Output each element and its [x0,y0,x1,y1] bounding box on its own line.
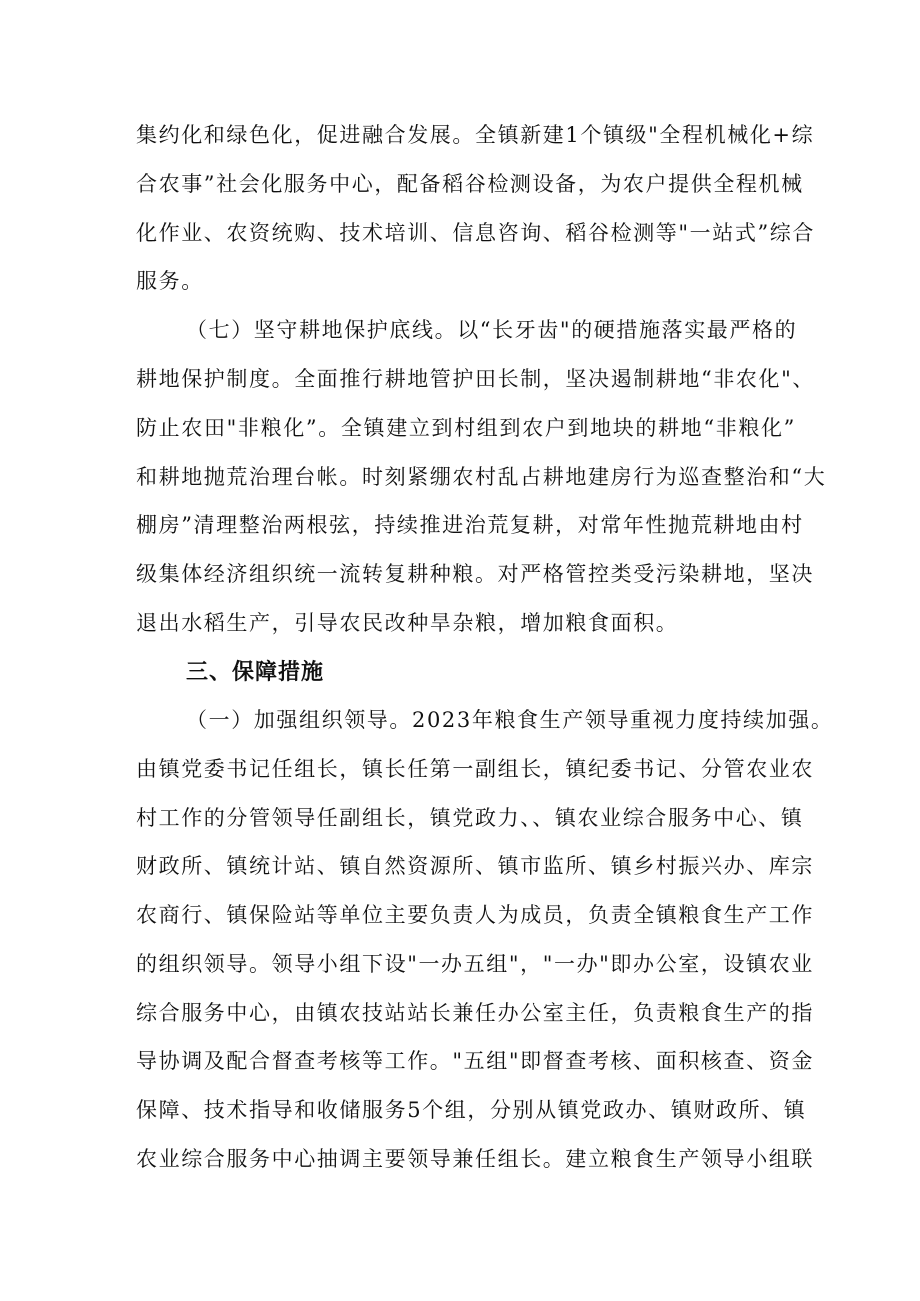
paragraph-line: （七）坚守耕地保护底线。以“长牙齿"的硬措施落实最严格的 [186,318,798,342]
paragraph-line: （一）加强组织领导。2023年粮食生产领导重视力度持续加强。 [186,708,834,732]
paragraph-line: 村工作的分管领导任副组长，镇党政力、、镇农业综合服务中心、镇 [136,806,804,830]
paragraph-line: 服务。 [136,269,204,293]
paragraph-line: 综合服务中心，由镇农技站站长兼任办公室主任，负责粮食生产的指 [136,1001,814,1025]
paragraph-line: 的组织领导。领导小组下设"一办五组"，"一办"即办公室，设镇农业 [136,952,814,976]
paragraph-line: 化作业、农资统购、技术培训、信息咨询、稻谷检测等"一站式”综合 [136,221,815,245]
paragraph-line: 棚房”清理整治两根弦，持续推进治荒复耕，对常年性抛荒耕地由村 [136,513,804,537]
paragraph-line: 财政所、镇统计站、镇自然资源所、镇市监所、镇乡村振兴办、库宗 [136,854,814,878]
paragraph-line: 农商行、镇保险站等单位主要负责人为成员，负责全镇粮食生产工作 [136,903,814,927]
paragraph-line: 保障、技术指导和收储服务5个组，分别从镇党政办、镇财政所、镇 [136,1098,807,1122]
paragraph-line: 防止农田"非粮化”。全镇建立到村组到农户到地块的耕地“非粮化” [136,416,796,440]
paragraph-line: 导协调及配合督查考核等工作。"五组"即督查考核、面积核查、资金 [136,1049,814,1073]
paragraph-line: 退出水稻生产，引导农民改种旱杂粮，增加粮食面积。 [136,611,679,635]
paragraph-line: 集约化和绿色化，促进融合发展。全镇新建1个镇级"全程机械化+综 [136,123,815,147]
paragraph-line: 耕地保护制度。全面推行耕地管护田长制，坚决遏制耕地“非农化"、 [136,367,815,391]
paragraph-line: 和耕地抛荒治理台帐。时刻紧绷农村乱占耕地建房行为巡查整治和“大 [136,465,827,489]
paragraph-line: 农业综合服务中心抽调主要领导兼任组长。建立粮食生产领导小组联 [136,1147,814,1171]
paragraph-line: 由镇党委书记任组长，镇长任第一副组长，镇纪委书记、分管农业农 [136,757,814,781]
paragraph-line: 级集体经济组织统一流转复耕种粮。对严格管控类受污染耕地，坚决 [136,562,814,586]
section-heading: 三、保障措施 [186,660,325,685]
paragraph-line: 合农事”社会化服务中心，配备稻谷检测设备，为农户提供全程机械 [136,172,804,196]
